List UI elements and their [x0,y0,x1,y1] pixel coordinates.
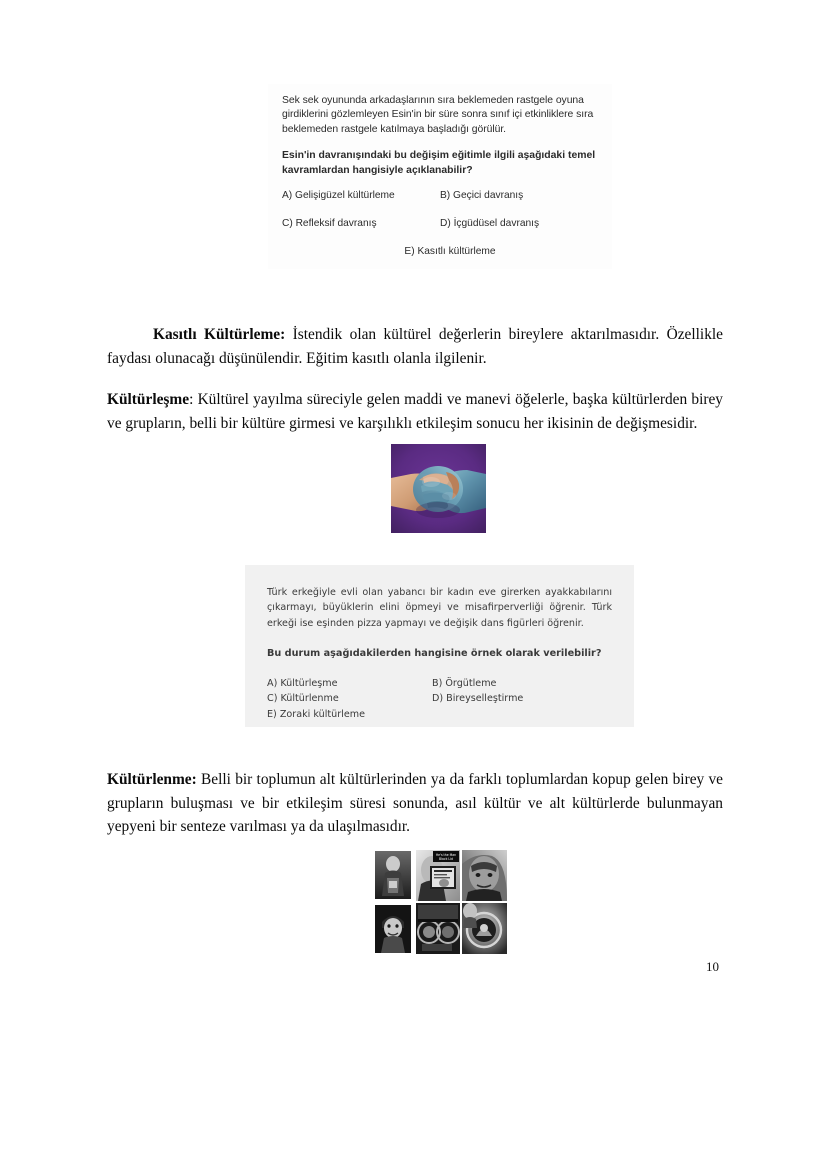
question-2-option-e[interactable]: E) Zoraki kültürleme [267,708,365,720]
svg-text:Black Lid: Black Lid [439,857,453,861]
definition-kasitli-kulturleme: İstendik olan kültürel değerlerin bireylere aktarılmasıdır. Özellikle faydası olunacağı düşünülendir. Eğitim kasıtlı olanla ilgilenir. [107,326,723,367]
page-number: 10 [706,959,719,974]
question-card-2 [245,565,634,727]
question-1-option-e[interactable]: E) Kasıtlı kültürleme [404,246,496,258]
definition-kulturlenme: Belli bir toplumun alt kültürlerinden ya da farklı toplumlardan kopup gelen birey ve grupların buluşması ve bir etkileşim süresi sonunda, asıl kültür ve alt kültürlerde bulunmayan yepyeni bir senteze varılması ya da ulaşılmasıdır. [107,771,723,836]
term-kulturlesme: Kültürleşme [107,391,190,409]
question-2-prompt: Bu durum aşağıdakilerden hangisine örnek olarak verilebilir? [267,648,602,660]
svg-text:He's the Man: He's the Man [435,853,457,857]
question-1-option-row-cd [282,217,600,231]
question-1-option-b[interactable]: B) Geçici davranış [440,190,524,202]
definition-kulturlesme: : Kültürel yayılma süreciyle gelen maddi ve manevi öğelerle, başka kültürlerden birey ve grupların, belli bir kültüre girmesi ve karşılıklı etkileşim sonucu her ikisinin de değişmesidir. [107,391,723,432]
clasped-hands-illustration [391,444,486,533]
question-2-option-a[interactable]: A) Kültürleşme [267,678,338,690]
paragraph-kulturlenme [107,768,723,839]
question-2-option-b[interactable]: B) Örgütleme [432,678,497,690]
question-1-option-row-ab [282,189,600,203]
question-1-stem: Sek sek oyununda arkadaşlarının sıra beklemeden rastgele oyuna girdiklerini gözlemleyen Esin'in bir süre sonra sınıf içi etkinliklere sıra beklemeden rastgele katılmaya başladığı görülür. [282,95,594,135]
clasped-hands-image [391,444,486,533]
question-2-stem: Türk erkeğiyle evli olan yabancı bir kadın eve girerken ayakkabılarını çıkarmayı, büyüklerin elini öpmeyi ve misafirperverliği öğrenir. Türk erkeği ise eşinden pizza yapmayı ve değişik dans figürleri öğrenir. [267,587,612,629]
question-2-option-d[interactable]: D) Bireyselleştirme [432,693,524,705]
question-2-option-row-cd [267,691,612,706]
question-2-option-row-e [267,707,612,722]
question-2-option-c[interactable]: C) Kültürlenme [267,693,339,705]
question-1-prompt: Esin'in davranışındaki bu değişim eğitimle ilgili aşağıdaki temel kavramlardan hangisiyle açıklanabilir? [282,150,596,176]
subculture-collage-image [372,848,509,956]
question-card-1 [268,84,612,269]
subculture-collage-illustration [372,848,509,956]
question-1-option-a[interactable]: A) Gelişigüzel kültürleme [282,190,395,202]
term-kulturlenme: Kültürlenme: [107,771,197,789]
term-kasitli-kulturleme: Kasıtlı Kültürleme: [153,326,286,344]
question-1-option-c[interactable]: C) Refleksif davranış [282,218,377,230]
question-2-option-row-ab [267,676,612,691]
paragraph-kasitli-kulturleme [107,323,723,370]
paragraph-kulturlesme [107,388,723,435]
question-1-option-d[interactable]: D) İçgüdüsel davranış [440,218,540,230]
